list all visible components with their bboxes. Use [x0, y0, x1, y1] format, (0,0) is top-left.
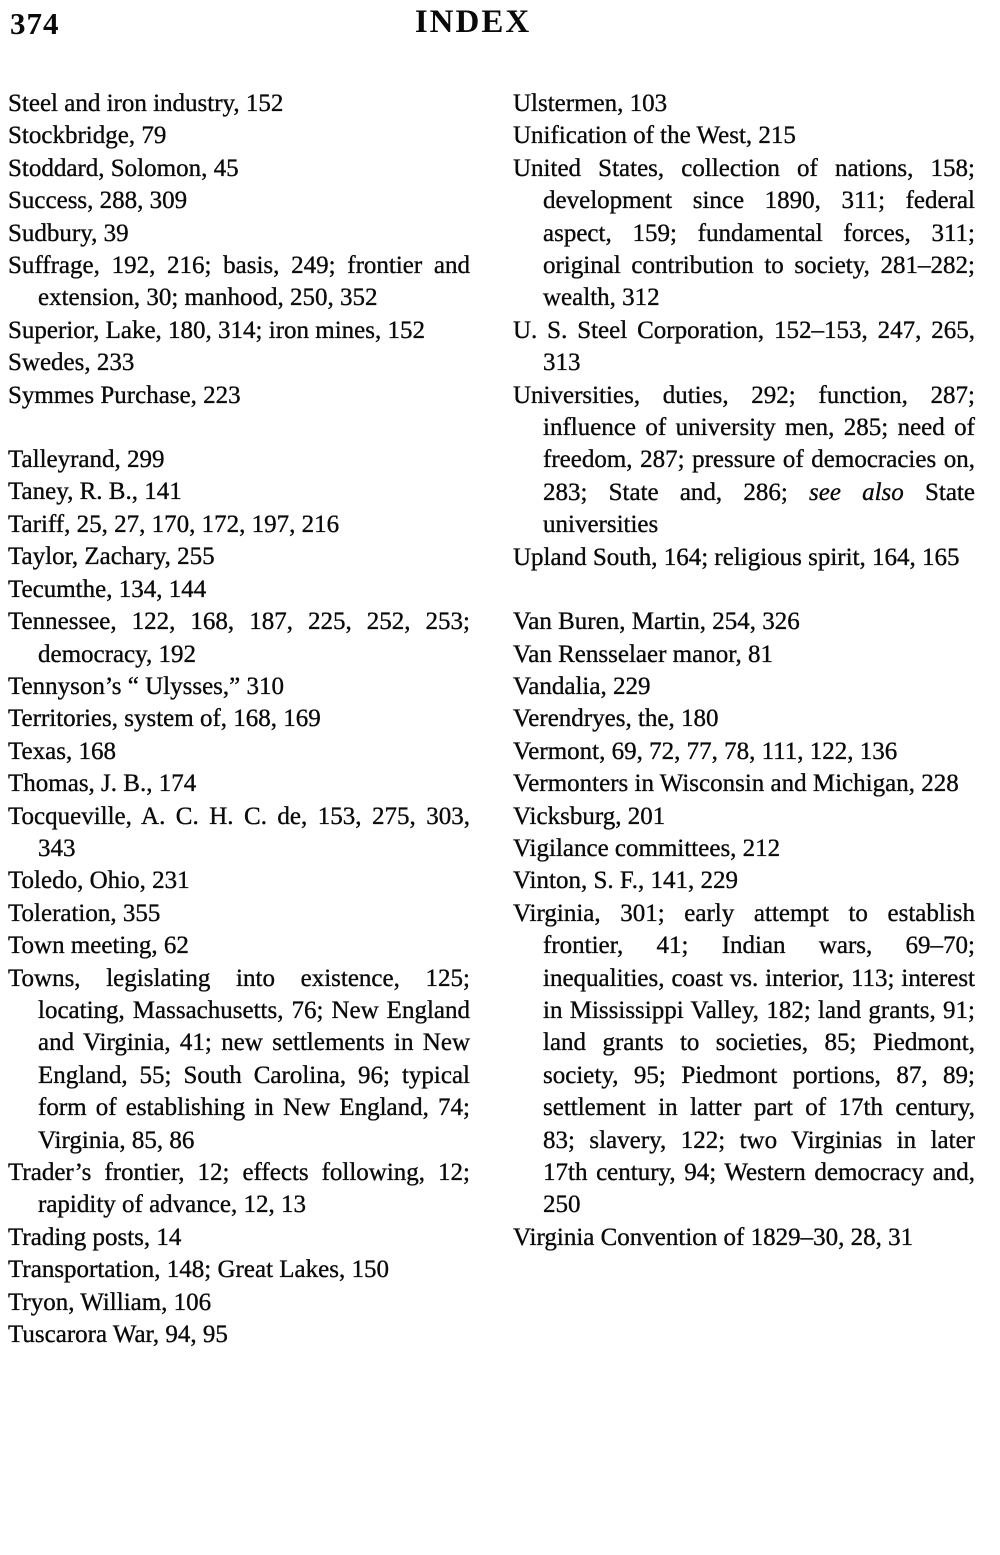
entry-text: Trading posts, 14 — [8, 1223, 182, 1251]
entry-text: Superior, Lake, 180, 314; iron mines, 152 — [8, 316, 425, 344]
entry-text: Taney, R. B., 141 — [8, 478, 182, 506]
index-entry — [8, 315, 470, 347]
index-entry — [513, 768, 975, 800]
index-entry — [8, 250, 470, 315]
entry-text: Stockbridge, 79 — [8, 122, 167, 150]
entry-text: Tryon, William, 106 — [8, 1288, 212, 1316]
page-number: 374 — [10, 6, 60, 41]
entry-text: Verendryes, the, 180 — [513, 705, 719, 733]
entry-text: Virginia Convention of 1829–30, 28, 31 — [513, 1223, 914, 1251]
index-columns — [8, 88, 975, 1351]
index-entry — [8, 1287, 470, 1319]
entry-text: Symmes Purchase, 223 — [8, 381, 241, 409]
index-entry — [513, 120, 975, 152]
index-entry — [513, 703, 975, 735]
entry-text: Universities, duties, 292; function, 287; influence of university men, 285; need of freedom, 287; pressure of democracies on, 283; State and, 286; — [513, 381, 975, 506]
index-entry — [8, 541, 470, 573]
page-header — [0, 0, 1000, 60]
entry-text: Sudbury, 39 — [8, 219, 129, 247]
entry-text: Tocqueville, A. C. H. C. de, 153, 275, 303, 343 — [8, 802, 470, 862]
entry-text: Talleyrand, 299 — [8, 446, 165, 474]
entry-text: Success, 288, 309 — [8, 187, 188, 215]
entry-text: Vermont, 69, 72, 77, 78, 111, 122, 136 — [513, 737, 898, 765]
entry-text: Swedes, 233 — [8, 349, 135, 377]
index-entry — [8, 153, 470, 185]
left-column — [8, 88, 470, 1351]
index-entry — [8, 380, 470, 412]
entry-text: Towns, legislating into existence, 125; locating, Massachusetts, 76; New England and Virginia, 41; new settlements in New England, 55; South Carolina, 96; typical form of establishing in New England, 74; Virginia, 85, 86 — [8, 964, 470, 1154]
index-entry — [513, 671, 975, 703]
entry-text: Vinton, S. F., 141, 229 — [513, 867, 738, 895]
entry-text: Stoddard, Solomon, 45 — [8, 154, 239, 182]
entry-text: Trader’s frontier, 12; effects following, 12; rapidity of advance, 12, 13 — [8, 1159, 470, 1219]
entry-text: Toleration, 355 — [8, 899, 161, 927]
index-entry — [8, 1157, 470, 1222]
entry-text: Vermonters in Wisconsin and Michigan, 228 — [513, 770, 959, 798]
entry-text: Tennessee, 122, 168, 187, 225, 252, 253; democracy, 192 — [8, 608, 470, 668]
entry-text: United States, collection of nations, 158; development since 1890, 311; federal aspect, 159; fundamental forces, 311; original contribution to society, 281–282; wealth, 312 — [513, 154, 975, 312]
entry-text: Ulstermen, 103 — [513, 90, 668, 117]
index-entry — [8, 574, 470, 606]
index-entry — [8, 930, 470, 962]
page-title: INDEX — [414, 4, 532, 40]
index-entry — [8, 444, 470, 476]
index-entry — [513, 736, 975, 768]
index-entry — [8, 606, 470, 671]
entry-text: Texas, 168 — [8, 737, 116, 765]
index-entry — [8, 347, 470, 379]
entry-text: State universities — [543, 478, 975, 539]
entry-text: Tuscarora War, 94, 95 — [8, 1321, 228, 1349]
index-entry — [8, 1222, 470, 1254]
index-entry — [8, 671, 470, 703]
entry-text: Thomas, J. B., 174 — [8, 770, 197, 798]
index-entry — [8, 218, 470, 250]
index-section — [513, 88, 975, 574]
index-entry — [513, 380, 975, 542]
entry-text: Toledo, Ohio, 231 — [8, 867, 190, 895]
entry-text: Van Rensselaer manor, 81 — [513, 640, 774, 668]
entry-text: Steel and iron industry, 152 — [8, 90, 284, 117]
index-entry — [513, 1222, 975, 1254]
entry-text: Upland South, 164; religious spirit, 164, 165 — [513, 543, 960, 571]
index-entry — [8, 963, 470, 1157]
entry-text: U. S. Steel Corporation, 152–153, 247, 265, 313 — [513, 316, 975, 377]
index-entry — [513, 315, 975, 380]
index-entry — [8, 801, 470, 866]
index-entry — [8, 768, 470, 800]
entry-text: Tennyson’s “ Ulysses,” 310 — [8, 672, 285, 700]
index-entry — [513, 606, 975, 638]
entry-text: Vigilance committees, 212 — [513, 834, 781, 862]
entry-text: Tecumthe, 134, 144 — [8, 575, 207, 603]
entry-text: Virginia, 301; early attempt to establish frontier, 41; Indian wars, 69–70; inequalities, coast vs. interior, 113; interest in Mississippi Valley, 182; land grants, 91; land grants to societies, 85; Piedmont, society, 95; Piedmont portions, 87, 89; settlement in latter part of 17th century, 83; slavery, 122; two Virginias in later 17th century, 94; Western democracy and, 250 — [513, 899, 975, 1219]
index-entry — [8, 898, 470, 930]
cross-reference-label: see also — [809, 478, 904, 506]
index-section — [8, 444, 470, 1351]
index-entry — [8, 1319, 470, 1351]
index-entry — [8, 1254, 470, 1286]
index-entry — [8, 120, 470, 152]
index-entry — [513, 865, 975, 897]
entry-text: Town meeting, 62 — [8, 932, 189, 960]
entry-text: Vicksburg, 201 — [513, 802, 666, 830]
index-entry — [513, 898, 975, 1222]
entry-text: Vandalia, 229 — [513, 672, 651, 700]
index-entry — [513, 88, 975, 120]
index-entry — [513, 153, 975, 315]
entry-text: Taylor, Zachary, 255 — [8, 543, 215, 571]
right-column — [513, 88, 975, 1351]
index-entry — [8, 476, 470, 508]
index-entry — [8, 185, 470, 217]
index-entry — [513, 833, 975, 865]
entry-text: Unification of the West, 215 — [513, 122, 796, 150]
entry-text: Transportation, 148; Great Lakes, 150 — [8, 1256, 389, 1284]
index-entry — [8, 736, 470, 768]
index-entry — [513, 801, 975, 833]
index-entry — [8, 509, 470, 541]
entry-text: Suffrage, 192, 216; basis, 249; frontier and extension, 30; manhood, 250, 352 — [8, 252, 470, 312]
index-section — [8, 88, 470, 412]
entry-text: Territories, system of, 168, 169 — [8, 705, 321, 733]
entry-text: Tariff, 25, 27, 170, 172, 197, 216 — [8, 510, 340, 538]
index-entry — [513, 542, 975, 574]
index-entry — [8, 703, 470, 735]
index-section — [513, 606, 975, 1254]
entry-text: Van Buren, Martin, 254, 326 — [513, 608, 800, 636]
index-entry — [8, 88, 470, 120]
index-entry — [8, 865, 470, 897]
index-entry — [513, 639, 975, 671]
